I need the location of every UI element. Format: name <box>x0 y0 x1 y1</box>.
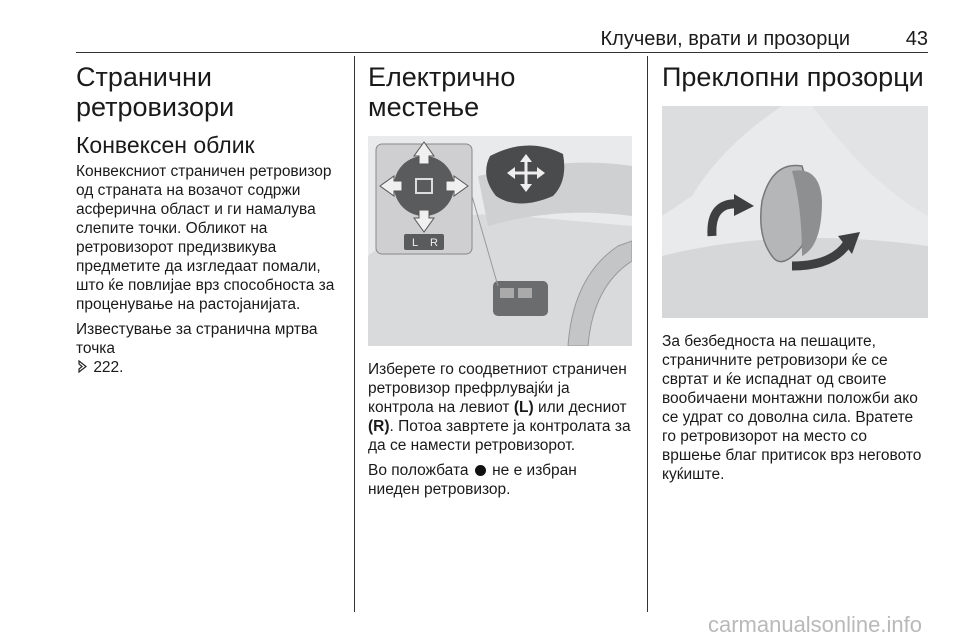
left-switch-label: L <box>412 237 419 249</box>
right-label: (R) <box>368 418 390 435</box>
reference-page: 222. <box>93 359 124 376</box>
left-label: (L) <box>513 399 534 416</box>
section-title-electric-adjust: Електрично местење <box>368 62 516 122</box>
watermark: carmanualsonline.info <box>707 612 922 637</box>
folding-paragraph: За безбедноста на пешаците, страничните ретровизори ќе се свртат и ќе испаднат од своите вообичаени монтажни положби ако се удрат со доволна сила. Вратете го ретровизорот на место со вршење благ притисок врз неговото куќиште. <box>662 333 922 483</box>
column-divider-1 <box>354 56 355 612</box>
right-switch-label: R <box>430 237 438 249</box>
select-mirror-paragraph: Изберете го соодветниот страничен ретровизор префрлувајќи ја контрола на левиот (L) или десниот (R). Потоа завртете ја контролата за да се намести ретровизорот. <box>368 361 631 454</box>
page-header <box>76 28 928 50</box>
filled-circle-icon <box>475 465 486 476</box>
mirror-control-illustration <box>368 136 632 346</box>
column-2 <box>368 62 632 505</box>
header-title: Клучеви, врати и прозорци <box>600 28 850 50</box>
header-rule <box>76 52 928 53</box>
column-1 <box>76 62 344 383</box>
column-divider-2 <box>647 56 648 612</box>
convex-paragraph: Конвексниот страничен ретровизор од страната на возачот содржи асферична област и ги намалува слепите точки. Обликот на ретровизорот предизвикува предметите да изгледаат помали, што ќе повлијае врз способноста за проценување на растојанијата. <box>76 163 335 313</box>
section-title-folding-mirrors: Преклопни прозорци <box>662 62 924 92</box>
arrow-reference-icon <box>76 360 89 373</box>
mirror-control-drawing <box>368 136 632 346</box>
column-3 <box>662 62 928 490</box>
folding-mirror-drawing <box>662 106 928 318</box>
page-number: 43 <box>905 28 928 50</box>
subsection-title-convex: Конвексен облик <box>76 132 255 158</box>
blind-spot-paragraph: Известување за странична мртва точка 222. <box>76 321 318 376</box>
section-title-side-mirrors: Странични ретровизори <box>76 62 235 122</box>
neutral-position-paragraph: Во положбата не е избран ниеден ретровизор. <box>368 462 577 498</box>
folding-mirror-illustration <box>662 106 928 318</box>
